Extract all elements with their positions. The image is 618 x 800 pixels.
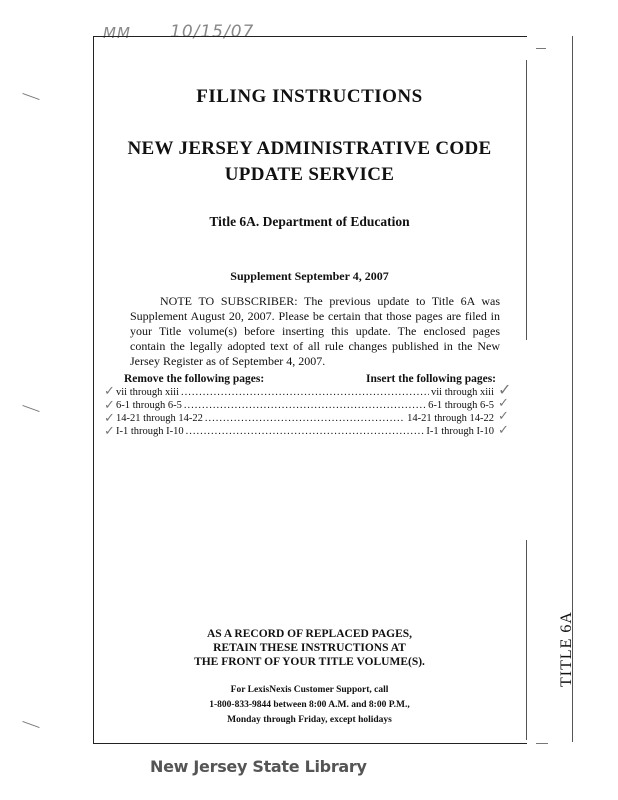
leader-dots bbox=[184, 400, 426, 411]
leader-dots bbox=[205, 413, 405, 424]
table-row bbox=[116, 387, 494, 398]
insert-header: Insert the following pages: bbox=[366, 373, 497, 385]
title-line: Title 6A. Department of Education bbox=[209, 214, 410, 229]
service-title bbox=[93, 136, 526, 188]
supplement-date: Supplement September 4, 2007 bbox=[230, 269, 389, 283]
check-mark-icon: ✓ bbox=[498, 396, 509, 411]
support-line-1: For LexisNexis Customer Support, call bbox=[230, 685, 389, 695]
handwritten-date: 10/15/07 bbox=[170, 22, 255, 42]
remove-pages: I-1 through I-10 bbox=[116, 426, 184, 437]
check-mark-icon: ✓ bbox=[104, 384, 115, 399]
edge-mark-top bbox=[536, 48, 546, 49]
right-edge-upper bbox=[526, 60, 527, 340]
remove-pages: vii through xiii bbox=[116, 387, 179, 398]
retain-line-1: AS A RECORD OF REPLACED PAGES, bbox=[206, 628, 413, 640]
service-title-line-2: UPDATE SERVICE bbox=[224, 164, 395, 185]
table-row bbox=[116, 413, 494, 424]
check-mark-icon: ✓ bbox=[104, 411, 115, 426]
check-mark-icon: ✓ bbox=[498, 380, 512, 399]
leader-dots bbox=[181, 387, 429, 398]
check-mark-icon: ✓ bbox=[498, 409, 509, 424]
remove-header: Remove the following pages: bbox=[124, 373, 265, 385]
retain-line-3: THE FRONT OF YOUR TITLE VOLUME(S). bbox=[194, 656, 425, 668]
leader-dots bbox=[186, 426, 425, 437]
table-row bbox=[116, 400, 494, 411]
check-mark-icon: ✓ bbox=[498, 423, 509, 438]
retain-instructions bbox=[93, 627, 526, 669]
edge-mark-bottom bbox=[536, 743, 548, 744]
left-punch-mark-1 bbox=[22, 93, 39, 100]
retain-line-2: RETAIN THESE INSTRUCTIONS AT bbox=[213, 642, 406, 654]
remove-pages: 14-21 through 14-22 bbox=[116, 413, 203, 424]
right-edge-lower bbox=[526, 540, 527, 740]
customer-support bbox=[93, 683, 526, 728]
insert-pages: 6-1 through 6-5 bbox=[428, 400, 494, 411]
table-row bbox=[116, 426, 494, 437]
insert-pages: I-1 through I-10 bbox=[426, 426, 494, 437]
service-title-line-1: NEW JERSEY ADMINISTRATIVE CODE bbox=[127, 138, 492, 159]
insert-pages: vii through xiii bbox=[431, 387, 494, 398]
spine-label: TITLE 6A bbox=[558, 611, 575, 687]
remove-pages: 6-1 through 6-5 bbox=[116, 400, 182, 411]
support-line-3: Monday through Friday, except holidays bbox=[227, 715, 392, 725]
check-mark-icon: ✓ bbox=[104, 424, 115, 439]
check-mark-icon: ✓ bbox=[104, 398, 115, 413]
insert-pages: 14-21 through 14-22 bbox=[407, 413, 494, 424]
left-punch-mark-2 bbox=[22, 405, 39, 412]
subscriber-note: NOTE TO SUBSCRIBER: The previous update to Title 6A was Supplement August 20, 2007. Please be certain that those pages are filed in your Title volume(s) before inserting this update. The enclosed pages contain the legally adopted text of all rule changes published in the New Jersey Register as of September 4, 2007. bbox=[130, 294, 500, 368]
library-stamp: New Jersey State Library bbox=[150, 757, 367, 776]
handwritten-initials: MM bbox=[103, 24, 131, 42]
filing-instructions-heading: FILING INSTRUCTIONS bbox=[196, 86, 423, 107]
left-punch-mark-3 bbox=[22, 721, 39, 728]
support-line-2: 1-800-833-9844 between 8:00 A.M. and 8:00 P.M., bbox=[209, 700, 410, 710]
